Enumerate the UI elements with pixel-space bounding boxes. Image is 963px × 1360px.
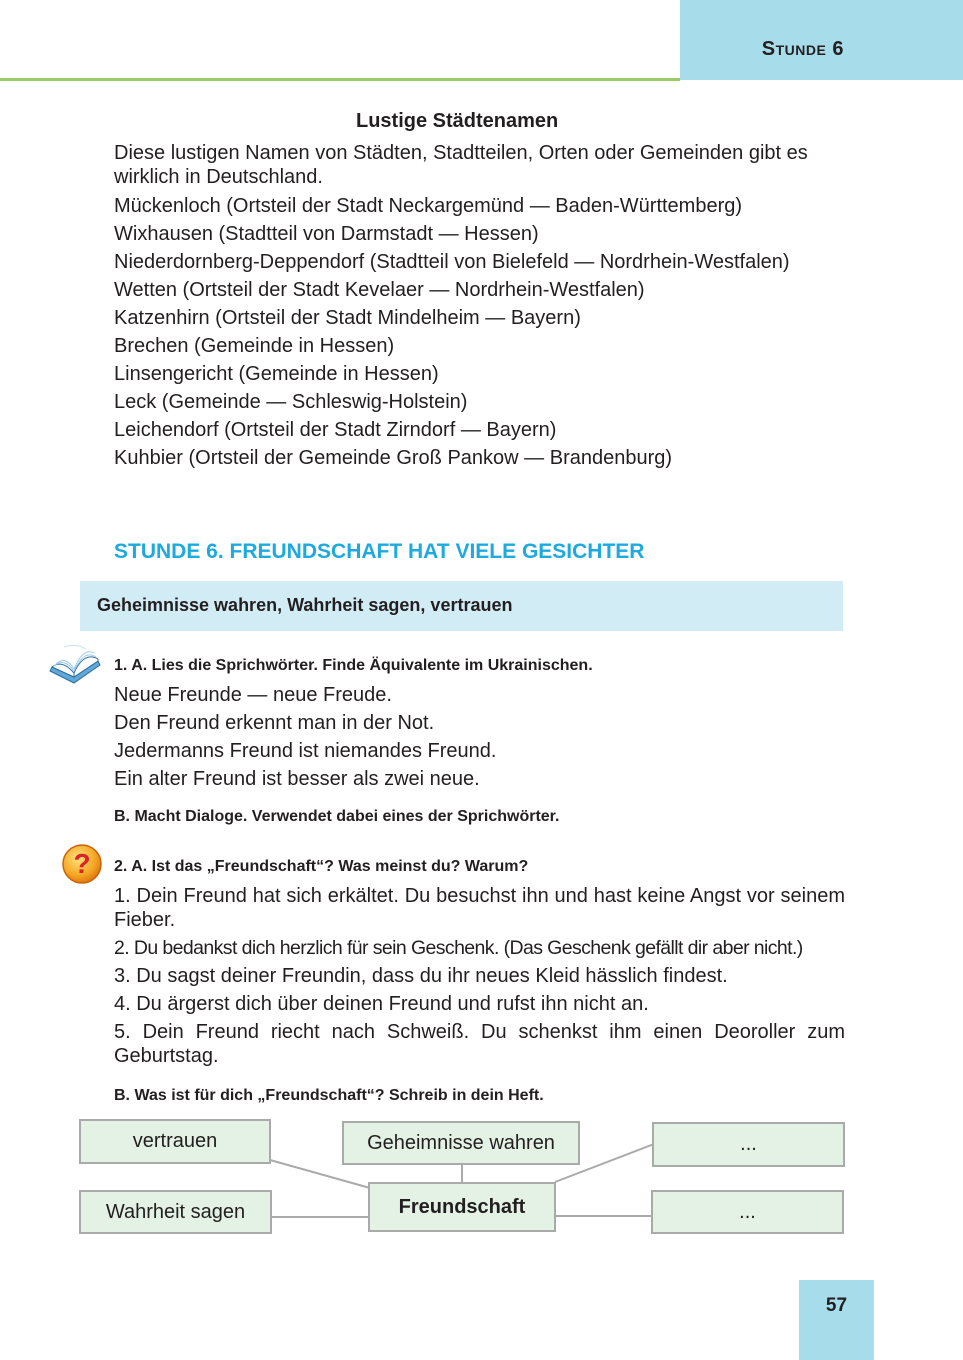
header-tab bbox=[680, 0, 963, 80]
list-item: 4. Du ärgerst dich über deinen Freund und rufst ihn nicht an. bbox=[114, 993, 649, 1015]
task1-b-instruction: B. Macht Dialoge. Verwendet dabei eines der Sprichwörter. bbox=[114, 808, 560, 825]
list-item: Neue Freunde — neue Freude. bbox=[114, 684, 392, 706]
mindmap-node-top-middle: Geheimnisse wahren bbox=[342, 1121, 580, 1165]
list-item: Linsengericht (Gemeinde in Hessen) bbox=[114, 363, 439, 385]
list-item: Kuhbier (Ortsteil der Gemeinde Groß Pankow — Brandenburg) bbox=[114, 447, 673, 469]
list-item: Niederdornberg-Deppendorf (Stadtteil von Bielefeld — Nordrhein-Westfalen) bbox=[114, 251, 790, 273]
page-number-tab bbox=[799, 1280, 874, 1360]
mindmap-node-bottom-left: Wahrheit sagen bbox=[79, 1190, 272, 1234]
open-book-icon bbox=[46, 641, 104, 691]
list-item: 2. Du bedankst dich herzlich für sein Geschenk. (Das Geschenk gefällt dir aber nicht.) bbox=[114, 937, 803, 959]
box-title: Lustige Städtenamen bbox=[356, 110, 559, 132]
list-item: Jedermanns Freund ist niemandes Freund. bbox=[114, 740, 497, 762]
mindmap-center-node: Freundschaft bbox=[368, 1182, 556, 1232]
list-item: Katzenhirn (Ortsteil der Stadt Mindelheim — Bayern) bbox=[114, 307, 581, 329]
list-item: Wetten (Ortsteil der Stadt Kevelaer — Nordrhein-Westfalen) bbox=[114, 279, 645, 301]
list-item: Wixhausen (Stadtteil von Darmstadt — Hessen) bbox=[114, 223, 539, 245]
list-item: 5. Dein Freund riecht nach Schweiß. Du schenkst ihm einen Deoroller zum Geburtstag. bbox=[114, 1021, 845, 1067]
city-name-list bbox=[114, 194, 854, 474]
lesson-title: STUNDE 6. FREUNDSCHAFT HAT VIELE GESICHTER bbox=[114, 540, 645, 563]
svg-text:?: ? bbox=[73, 848, 91, 879]
task2-a-instruction: 2. A. Ist das „Freundschaft“? Was meinst du? Warum? bbox=[114, 858, 529, 875]
task1-a-instruction: 1. A. Lies die Sprichwörter. Finde Äquivalente im Ukrainischen. bbox=[114, 657, 593, 674]
list-item: Leck (Gemeinde — Schleswig-Holstein) bbox=[114, 391, 468, 413]
list-item: Mückenloch (Ortsteil der Stadt Neckargemünd — Baden-Württemberg) bbox=[114, 195, 743, 217]
proverb-list bbox=[114, 683, 496, 795]
topic-banner bbox=[80, 581, 843, 631]
situation-list bbox=[114, 884, 845, 1072]
lesson-label: Stunde 6 bbox=[761, 38, 844, 60]
box-intro: Diese lustigen Namen von Städten, Stadtteilen, Orten oder Gemeinden gibt es wirklich in Deutschland. bbox=[114, 142, 808, 188]
mindmap-node-bottom-right: ... bbox=[651, 1190, 844, 1234]
question-mark-icon bbox=[61, 843, 103, 885]
list-item: Den Freund erkennt man in der Not. bbox=[114, 712, 435, 734]
list-item: Leichendorf (Ortsteil der Stadt Zirndorf — Bayern) bbox=[114, 419, 557, 441]
mindmap-node-top-left: vertrauen bbox=[79, 1119, 271, 1164]
list-item: 1. Dein Freund hat sich erkältet. Du besuchst ihn und hast keine Angst vor seinem Fieber. bbox=[114, 885, 845, 931]
mindmap-node-top-right: ... bbox=[652, 1122, 845, 1167]
task2-b-instruction: B. Was ist für dich „Freundschaft“? Schreib in dein Heft. bbox=[114, 1087, 544, 1104]
list-item: Ein alter Freund ist besser als zwei neue. bbox=[114, 768, 480, 790]
header-rule bbox=[0, 78, 680, 81]
topic-banner-text: Geheimnisse wahren, Wahrheit sagen, vertrauen bbox=[97, 595, 513, 615]
list-item: 3. Du sagst deiner Freundin, dass du ihr neues Kleid hässlich findest. bbox=[114, 965, 728, 987]
list-item: Brechen (Gemeinde in Hessen) bbox=[114, 335, 395, 357]
page-number: 57 bbox=[825, 1295, 848, 1316]
